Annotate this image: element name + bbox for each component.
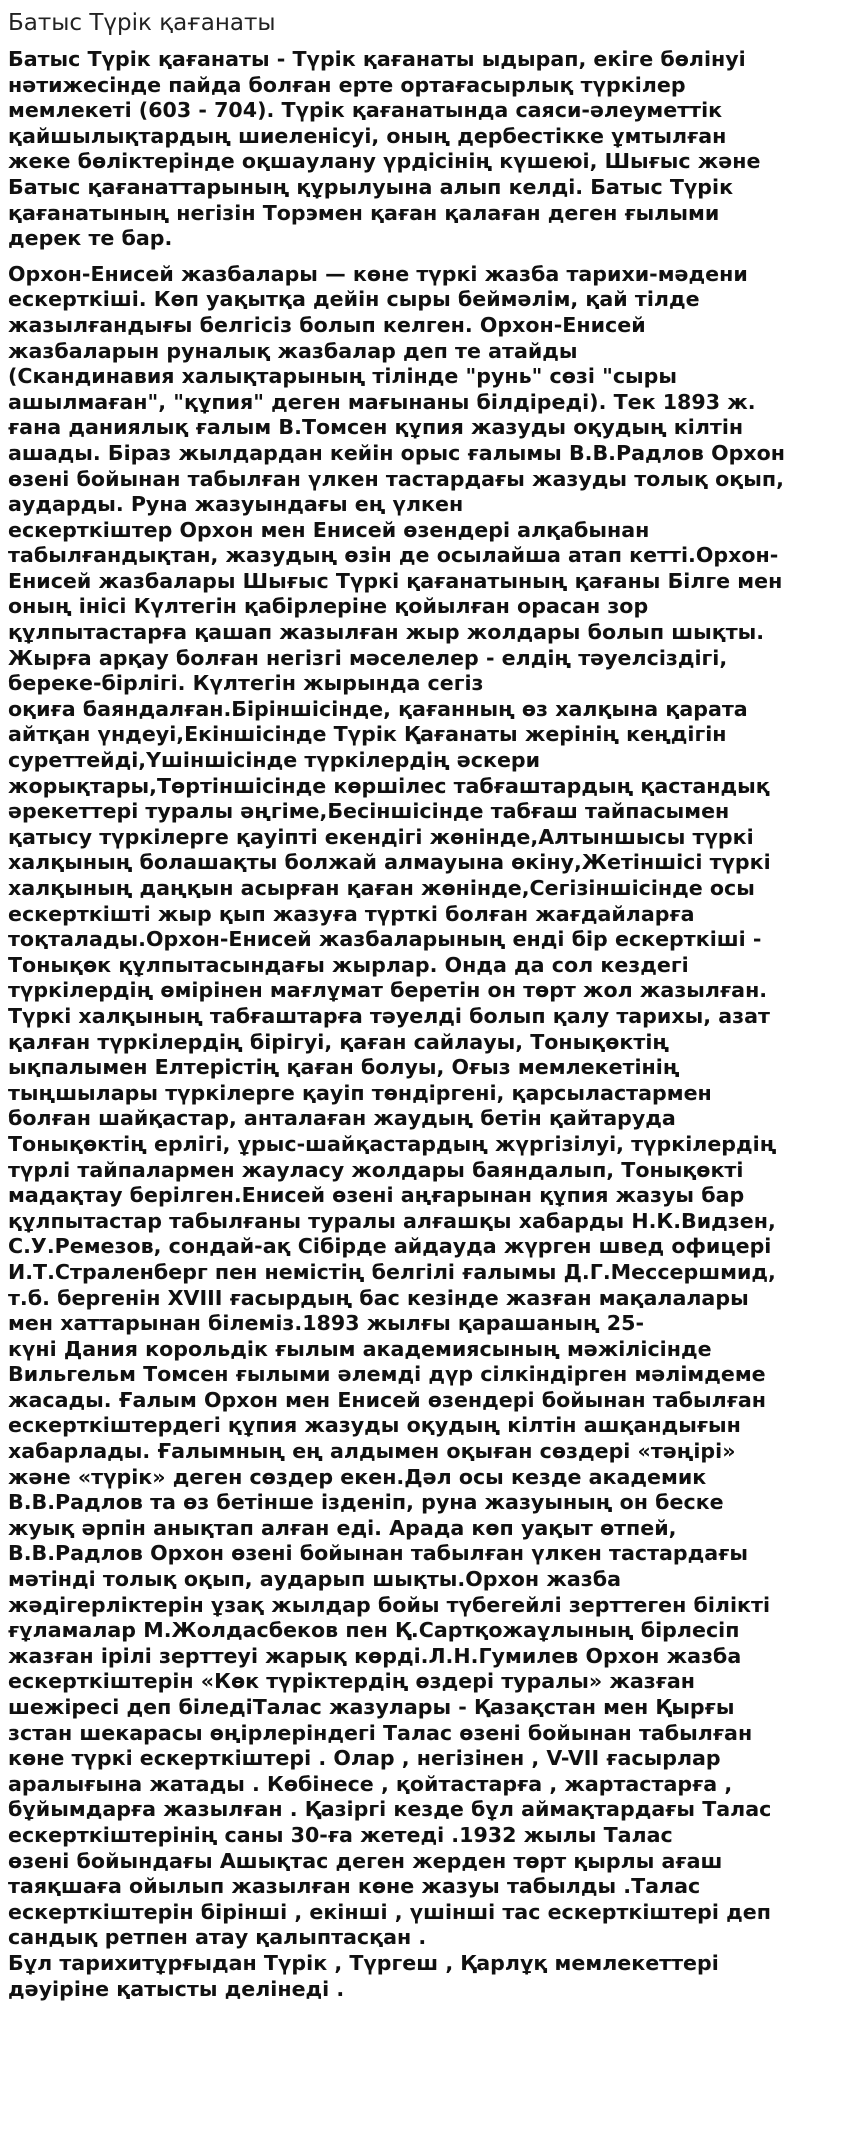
paragraph-orkhon-yenisei-inscriptions: Орхон-Енисей жазбалары — көне түркі жазба тарихи-мәдени ескерткіші. Көп уақытқа дейін сыры беймәлім, қай тілде жазылғандығы белгісіз болып келген. Орхон-Енисей жазбаларын руналық жазбалар деп те атайды (Скандинавия халықтарының тілінде "рунь" сөзі "сыры ашылмаған", "құпия" деген мағынаны білдіреді). Тек 1893 ж. ғана даниялық ғалым В.Томсен құпия жазуды оқудың кілтін ашады. Біраз жылдардан кейін орыс ғалымы В.В.Радлов Орхон өзені бойынан табылған үлкен тастардағы жазуды толық оқып, аударды. Руна жазуындағы ең үлкен ескерткіштер Орхон мен Енисей өзендері алқабынан табылғандықтан, жазудың өзін де осылайша атап кетті.Орхон- Енисей жазбалары Шығыс Түркі қағанатының қағаны Білге мен оның інісі Күлтегін қабірлеріне қойылған орасан зор құлпытастарға қашап жазылған жыр жолдары болып шықты. Жырға арқау болған негізгі мәселелер - елдің тәуелсіздігі, береке-бірлігі. Күлтегін жырында сегіз оқиға баяндалған.Біріншісінде, қағанның өз халқына қарата айтқан үндеуі,Екіншісінде Түрік Қағанаты жерінің кеңдігін суреттейді,Үшіншісінде түркілердің әскери жорықтары,Төртіншісінде көршілес табғаштардың қастандық әрекеттері туралы әңгіме,Бесіншісінде табғаш тайпасымен қатысу түркілерге қауіпті екендігі жөнінде,Алтыншысы түркі халқының болашақты болжай алмауына өкіну,Жетіншісі түркі халқының даңқын асырған қаған жөнінде,Сегізіншісінде осы ескерткішті жыр қып жазуға түрткі болған жағдайларға тоқталады.Орхон-Енисей жазбаларының енді бір ескерткіші - Тонықөк құлпытасындағы жырлар. Онда да сол кездегі түркілердің өмірінен мағлұмат беретін он төрт жол жазылған. Түркі халқының табғаштарға тәуелді болып қалу тарихы, азат қалған түркілердің бірігуі, қаған сайлауы, Тонықөктің ықпалымен Елтерістің қаған болуы, Оғыз мемлекетінің тыңшылары түркілерге қауіп төндіргені, қарсыластармен болған шайқастар, анталаған жаудың бетін қайтаруда Тонықөктің ерлігі, ұрыс-шайқастардың жүргізілуі, түркілердің түрлі тайпалармен жауласу жолдары баяндалып, Тонықөкті мадақтау берілген.Енисей өзені аңғарынан құпия жазуы бар құлпытастар табылғаны туралы алғашқы хабарды Н.К.Видзен, С.У.Ремезов, сондай-ақ Сібірде айдауда жүрген швед офицері И.Т.Страленберг пен немістің белгілі ғалымы Д.Г.Мессершмид, т.б. бергенін XVIII ғасырдың бас кезінде жазған мақалалары мен хаттарынан білеміз.1893 жылғы қарашаның 25- күні Дания корольдік ғылым академиясының мәжілісінде Вильгельм Томсен ғылыми әлемді дүр сілкіндірген мәлімдеме жасады. Ғалым Орхон мен Енисей өзендері бойынан табылған ескерткіштердегі құпия жазуды оқудың кілтін ашқандығын хабарлады. Ғалымның ең алдымен оқыған сөздері «тәңірі» және «түрік» деген сөздер екен.Дәл осы кезде академик В.В.Радлов та өз бетінше ізденіп, руна жазуының он беске жуық әрпін анықтап алған еді. Арада көп уақыт өтпей, В.В.Радлов Орхон өзені бойынан табылған үлкен тастардағы мәтінді толық оқып, аударып шықты.Орхон жазба жәдігерліктерін ұзақ жылдар бойы түбегейлі зерттеген білікті ғұламалар М.Жолдасбеков пен Қ.Сартқожаұлының бірлесіп жазған ірілі зерттеуі жарық көрді.Л.Н.Гумилев Орхон жазба ескерткіштерін «Көк түріктердің өздері туралы» жазған шежіресі деп біледіТалас жазулары - Қазақстан мен Қырғы зстан шекарасы өңірлеріндегі Талас өзені бойынан табылған көне түркі ескерткіштері . Олар , негізінен , V-VII ғасырлар аралығына жатады . Көбінесе , қойтастарға , жартастарға , бұйымдарға жазылған . Қазіргі кезде бұл аймақтардағы Талас ескерткіштерінің саны 30-ға жетеді .1932 жылы Талас өзені бойындағы Ашықтас деген жерден төрт қырлы ағаш таяқшаға ойылып жазылған көне жазуы табылды .Талас ескерткіштерін бірінші , екінші , үшінші тас ескерткіштері деп сандық ретпен атау қалыптасқан . Бұл тарихитұрғыдан Түрік , Түргеш , Қарлұқ мемлекеттері дәуіріне қатысты делінеді . xyxy=(8,261,785,2001)
paragraph-west-turkic-khaganate: Батыс Түрік қағанаты - Түрік қағанаты ыдырап, екіге бөлінуі нәтижесінде пайда болған ерте ортағасырлық түркілер мемлекеті (603 - 704). Түрік қағанатында саяси-әлеуметтік қайшылықтардың шиеленісуі, оның дербестікке ұмтылған жеке бөліктерінде оқшаулану үрдісінің күшеюі, Шығыс және Батыс қағанаттарының құрылуына алып келді. Батыс Түрік қағанатының негізін Торэмен қаған қалаған деген ғылыми дерек те бар. xyxy=(8,47,761,251)
page-title: Батыс Түрік қағанаты xyxy=(8,10,276,36)
document-page xyxy=(8,8,838,2002)
